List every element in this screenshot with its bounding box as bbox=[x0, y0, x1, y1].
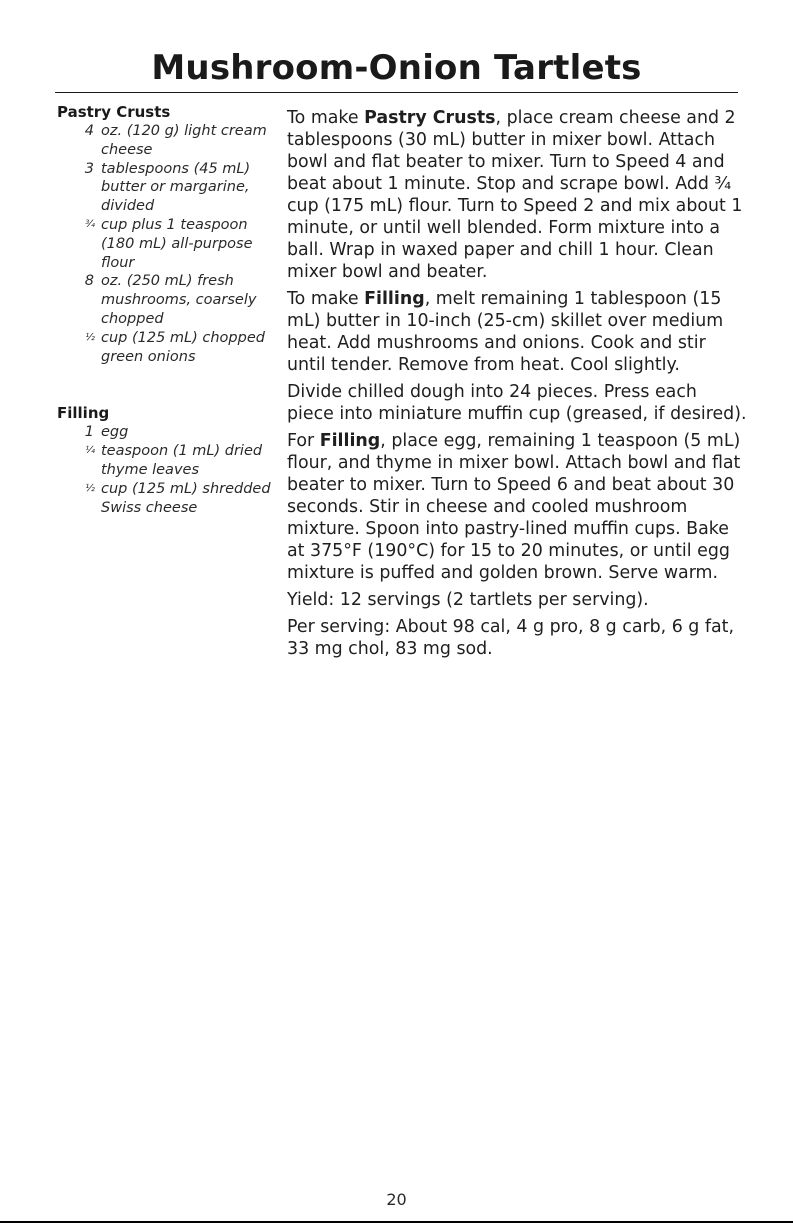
ingredient-text: tablespoons (45 mL) butter or margarine, divided bbox=[101, 160, 251, 215]
direction-keyword: Filling bbox=[319, 431, 381, 451]
title-rule bbox=[55, 92, 738, 93]
ingredient-item bbox=[57, 329, 272, 367]
filling-ingredient-list bbox=[57, 423, 272, 517]
directions-column bbox=[287, 107, 747, 665]
yield-text: Yield: 12 servings (2 tartlets per serving). bbox=[287, 590, 649, 610]
ingredient-text: oz. (250 mL) fresh mushrooms, coarsely chopped bbox=[101, 273, 257, 327]
direction-keyword: Filling bbox=[364, 289, 425, 309]
nutrition-text: Per serving: About 98 cal, 4 g pro, 8 g carb, 6 g fat, 33 mg chol, 83 mg sod. bbox=[287, 617, 735, 659]
ingredient-quantity: 3 bbox=[84, 160, 94, 177]
direction-keyword: Pastry Crusts bbox=[364, 108, 496, 128]
direction-text: To make bbox=[287, 108, 365, 128]
ingredient-item bbox=[57, 160, 272, 216]
direction-bake bbox=[287, 430, 747, 584]
filling-heading: Filling bbox=[57, 404, 110, 423]
ingredient-item bbox=[57, 480, 272, 518]
ingredient-text: egg bbox=[101, 424, 129, 441]
ingredient-quantity: 1 bbox=[84, 424, 94, 441]
ingredient-quantity: ¼ bbox=[85, 445, 94, 457]
ingredient-text: cup (125 mL) chopped green onions bbox=[101, 329, 265, 365]
ingredient-text: cup plus 1 teaspoon (180 mL) all-purpose flour bbox=[101, 216, 253, 271]
ingredient-item bbox=[57, 423, 272, 442]
direction-filling bbox=[287, 288, 747, 376]
ingredient-text: teaspoon (1 mL) dried thyme leaves bbox=[101, 443, 263, 478]
page-bottom-rule bbox=[0, 1221, 793, 1223]
ingredient-text: cup (125 mL) shredded Swiss cheese bbox=[101, 480, 271, 516]
ingredients-column bbox=[57, 102, 272, 517]
ingredient-item bbox=[57, 272, 272, 328]
pastry-heading: Pastry Crusts bbox=[57, 103, 171, 121]
ingredient-quantity: 8 bbox=[84, 273, 94, 290]
direction-text: , melt remaining 1 tablespoon (15 mL) butter in 10-inch (25-cm) skillet over medium heat. Add mushrooms and onions. Cook and stir until tender. Remove from heat. Cool slightly. bbox=[287, 289, 724, 375]
direction-text: For bbox=[287, 431, 320, 451]
recipe-title: Mushroom-Onion Tartlets bbox=[151, 48, 642, 88]
direction-text: , place egg, remaining 1 teaspoon (5 mL) flour, and thyme in mixer bowl. Attach bowl and flat beater to mixer. Turn to Speed 6 and beat about 30 seconds. Stir in cheese and cooled mushroom mixture. Spoon into pastry-lined muffin cups. Bake at 375°F (190°C) for 15 to 20 minutes, or until egg mixture is puffed and golden brown. Serve warm. bbox=[287, 431, 741, 583]
direction-dough: Divide chilled dough into 24 pieces. Press each piece into miniature muffin cup (greased, if desired). bbox=[287, 382, 747, 424]
ingredient-quantity: ½ bbox=[85, 331, 94, 343]
direction-text: To make bbox=[287, 289, 365, 309]
ingredient-text: oz. (120 g) light cream cheese bbox=[101, 123, 267, 158]
page-number: 20 bbox=[386, 1190, 407, 1209]
ingredient-item bbox=[57, 216, 272, 272]
ingredient-item bbox=[57, 122, 272, 160]
ingredient-quantity: ¾ bbox=[85, 218, 94, 230]
direction-text: , place cream cheese and 2 tablespoons (30 mL) butter in mixer bowl. Attach bowl and flat beater to mixer. Turn to Speed 4 and beat about 1 minute. Stop and scrape bowl. Add ¾ cup (175 mL) flour. Turn to Speed 2 and mix about 1 minute, or until well blended. Form mixture into a ball. Wrap in waxed paper and chill 1 hour. Clean mixer bowl and beater. bbox=[287, 108, 743, 282]
ingredient-quantity: 4 bbox=[84, 123, 94, 139]
pastry-ingredient-list bbox=[57, 122, 272, 366]
ingredient-item bbox=[57, 442, 272, 480]
ingredient-quantity: ½ bbox=[85, 482, 94, 494]
direction-pastry bbox=[287, 107, 747, 283]
